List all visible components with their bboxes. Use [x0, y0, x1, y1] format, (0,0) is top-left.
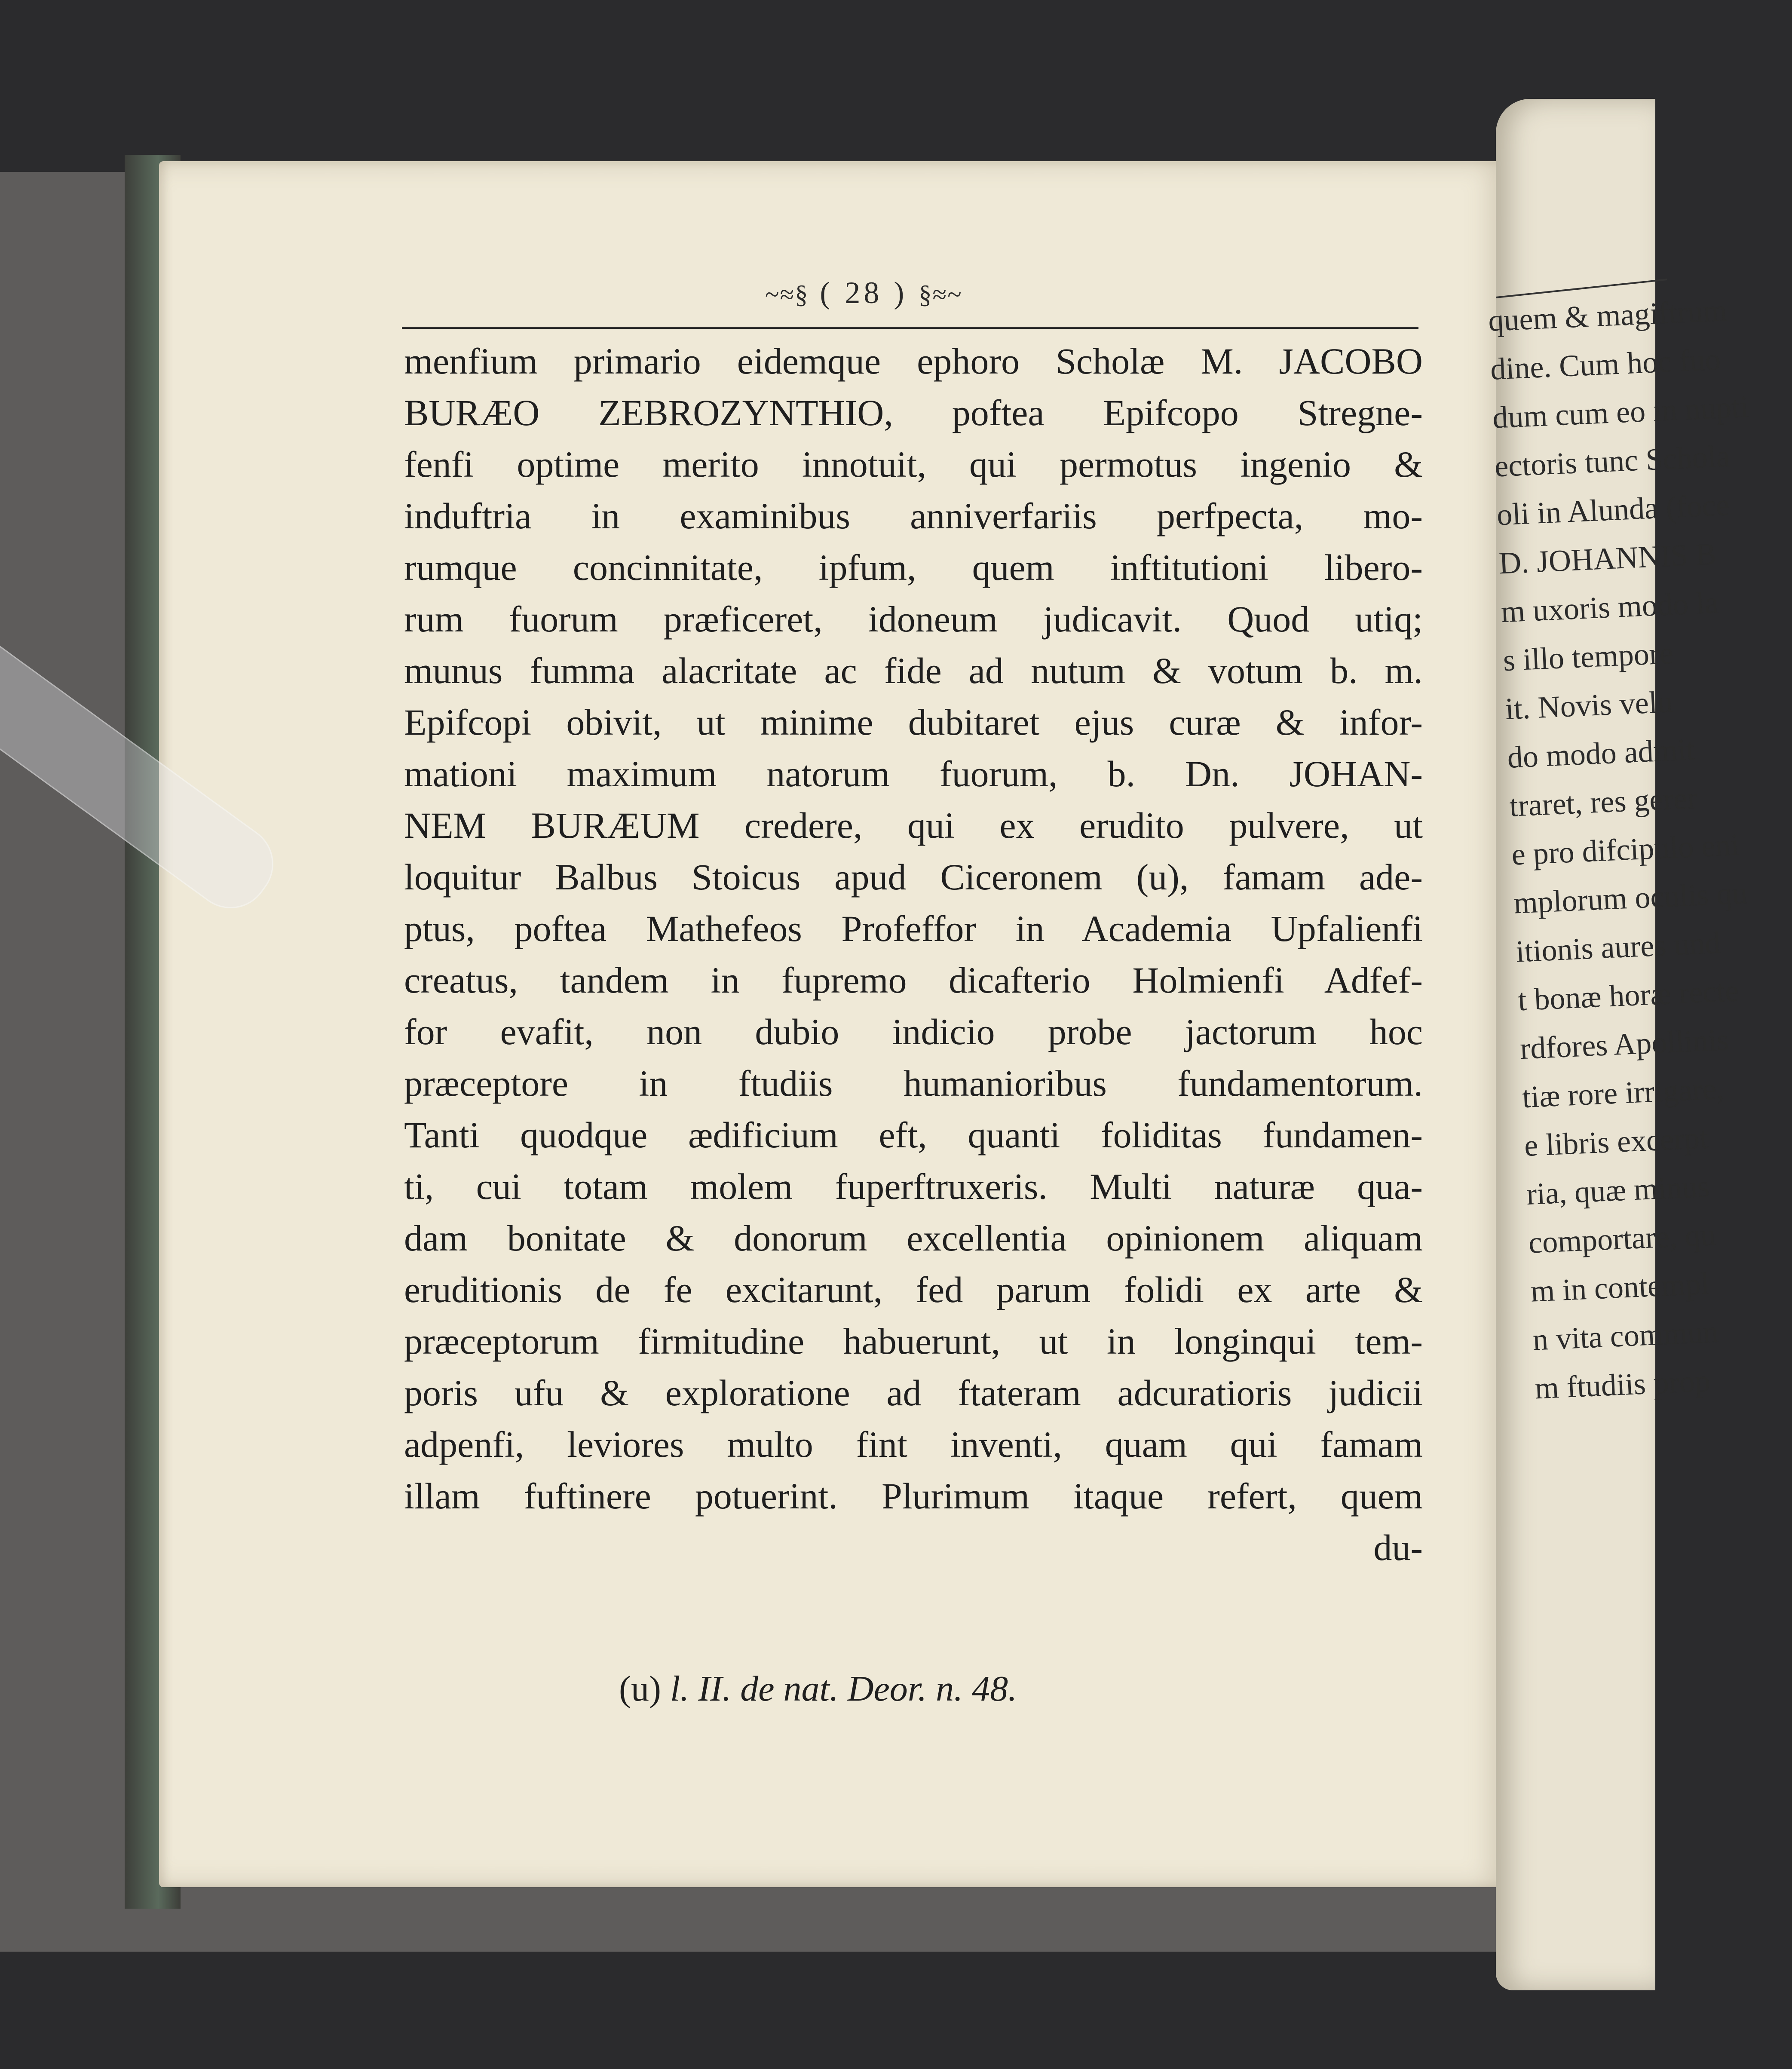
facing-text-line: ria, quæ minus [1525, 1169, 1710, 1211]
text-line: menfium primario eidemque ephoro Scholæ M. JACOBO [404, 340, 1423, 382]
text-line: BURÆO ZEBROZYNTHIO, poftea Epifcopo Stregne- [404, 392, 1423, 433]
text-line: adpenfi, leviores multo fint inventi, quam qui famam [404, 1424, 1423, 1465]
facing-text-line: do modo admit [1507, 732, 1696, 775]
text-line: rum fuorum præficeret, idoneum judicavit. Quod utiq; [404, 598, 1423, 640]
text-line: ptus, poftea Mathefeos Profeffor in Academia Upfalienfi [404, 908, 1423, 949]
facing-text-line: dine. Cum hoc fuo [1489, 342, 1722, 386]
text-line: fenfi optime merito innotuit, qui permotus ingenio & [404, 444, 1423, 485]
facing-text-line: n vita commun [1532, 1314, 1719, 1357]
text-line: creatus, tandem in fupremo dicafterio Holmienfi Adfef- [404, 959, 1423, 1001]
text-line: NEM BURÆUM credere, qui ex erudito pulvere, ut [404, 805, 1423, 846]
facing-text-line: e libris excerpt [1523, 1120, 1709, 1163]
facing-text-line: oli in Alunda (foce [1496, 487, 1731, 532]
facing-text-line: t bonæ horæ recte [1517, 973, 1740, 1018]
page-number: ( 28 ) [820, 276, 908, 310]
text-line: præceptore in ftudiis humanioribus fundamentorum. [404, 1063, 1423, 1104]
footnote-mark: (u) [619, 1669, 661, 1709]
facing-text-line: itionis aures und [1515, 925, 1721, 969]
text-line: poris ufu & exploratione ad ftateram adcuratioris judicii [404, 1372, 1423, 1413]
ornament-left-icon: ~≈§ [765, 280, 809, 309]
facing-text-line: traret, res gerer [1508, 780, 1698, 823]
facing-text-line: comportare, qu [1528, 1217, 1717, 1260]
body-text [404, 335, 1423, 1573]
facing-text-line: ectoris tunc Schola [1494, 438, 1731, 484]
text-line: illam fuftinere potuerint. Plurimum itaque refert, quem [404, 1475, 1423, 1517]
running-head [765, 275, 1152, 322]
footnote-text: l. II. de nat. Deor. n. 48. [670, 1669, 1017, 1709]
text-line: munus fumma alacritate ac fide ad nutum & votum b. m. [404, 650, 1423, 691]
text-line: ti, cui totam molem fuperftruxeris. Multi naturæ qua- [404, 1166, 1423, 1207]
facing-text-line: s illo tempore [1502, 635, 1674, 678]
facing-text-line: e pro difcipulo eni [1510, 827, 1740, 872]
text-line: eruditionis de fe excitarunt, fed parum folidi ex arte & [404, 1269, 1423, 1310]
facing-text-line: rdfores Apollinis [1519, 1022, 1730, 1066]
text-line: rumque concinnitate, ipfum, quem inftitutioni libero- [404, 547, 1423, 588]
text-line: loquitur Balbus Stoicus apud Ciceronem (u), famam ade- [404, 856, 1423, 898]
text-line: Epifcopi obivit, ut minime dubitaret ejus curæ & infor- [404, 702, 1423, 743]
facing-text-line: quem & magiftrum [1487, 293, 1728, 338]
facing-text-line: D. JOHANNIS B [1498, 536, 1717, 581]
facing-text-line: it. Novis velu [1504, 684, 1674, 726]
text-line: mationi maximum natorum fuorum, b. Dn. JOHAN- [404, 753, 1423, 794]
facing-text-line: m uxoris modo la [1500, 585, 1719, 629]
footnote [619, 1668, 1221, 1710]
facing-text-line: m in contempl [1530, 1266, 1710, 1309]
text-line: præceptorum firmitudine habuerunt, ut in longinqui tem- [404, 1321, 1423, 1362]
catchword: du- [1373, 1527, 1423, 1568]
header-rule [402, 327, 1418, 329]
facing-text-line: m ftudiis prop [1534, 1363, 1711, 1406]
facing-text-line: dum cum eo in nupti [1492, 389, 1749, 435]
text-line: Tanti quodque ædificium eft, quanti foliditas fundamen- [404, 1114, 1423, 1156]
text-line: for evafit, non dubio indicio probe jactorum hoc [404, 1011, 1423, 1052]
facing-text-line: mplorum oculis qu [1513, 875, 1748, 920]
ornament-right-icon: §≈~ [919, 280, 962, 309]
facing-text-line: tiæ rore irrigare, [1521, 1071, 1725, 1115]
text-line: dam bonitate & donorum excellentia opinionem aliquam [404, 1217, 1423, 1259]
text-line: induftria in examinibus anniverfariis perfpecta, mo- [404, 495, 1423, 536]
